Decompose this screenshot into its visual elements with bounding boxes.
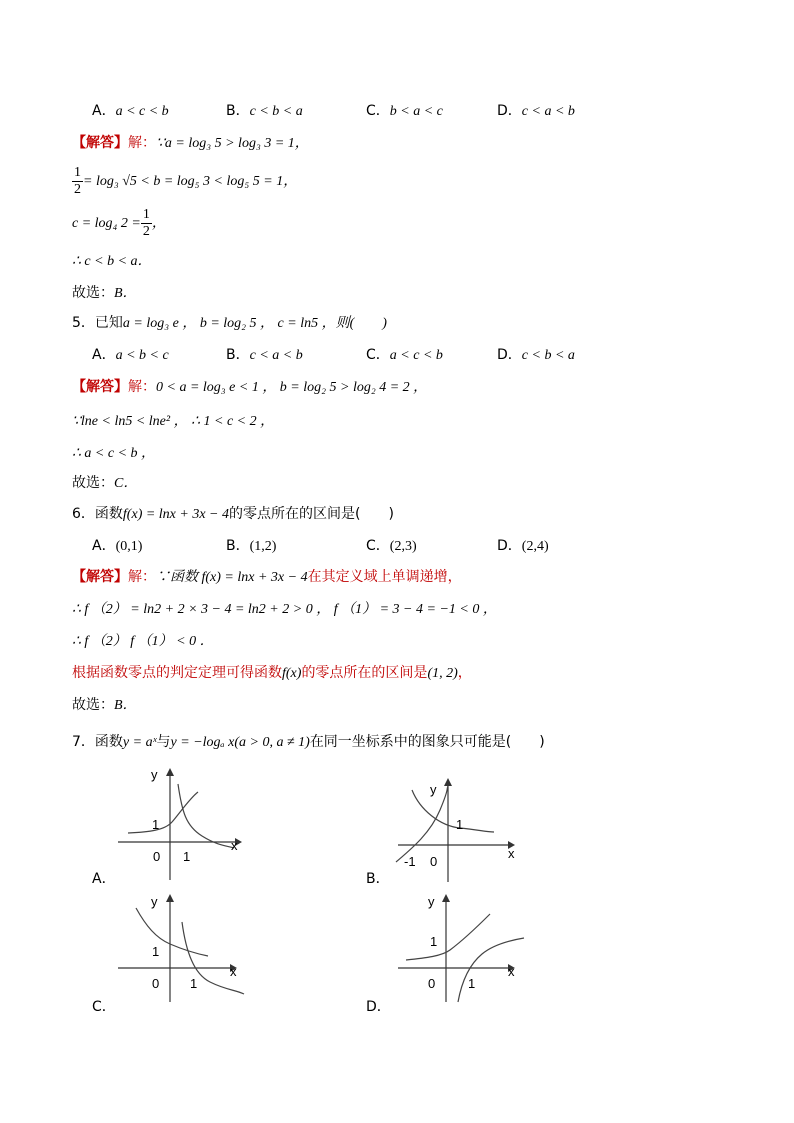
label-x: x — [230, 964, 237, 979]
q7-option-b-label: B． — [366, 871, 390, 887]
y-axis-arrow — [166, 768, 174, 776]
log-curve — [178, 784, 234, 848]
q4-answer-line-3: c = log₄ 2 = $\frac{1}{2}$ ， — [72, 206, 166, 239]
log-curve — [396, 786, 448, 862]
q6-stem: 6．函数f(x) = lnx + 3x − 4的零点所在的区间是( ) — [72, 506, 394, 522]
label-zero: 0 — [152, 976, 160, 991]
q6-option-d: D．(2,4) — [497, 538, 549, 554]
q6-answer-line-2: ∴ f （2） = ln2 + 2 × 3 − 4 = ln2 + 2 > 0 ， f （1） = 3 − 4 = −1 < 0 ， — [72, 602, 497, 617]
label-y: y — [151, 767, 158, 782]
label-neg-one: -1 — [404, 854, 416, 869]
label-one-x: 1 — [190, 976, 198, 991]
q4-option-d: D．c < a < b — [497, 103, 575, 119]
q7-graph-b — [390, 770, 530, 890]
q6-answer-line-3: ∴ f （2） f （1） < 0 ． — [72, 634, 214, 649]
label-one-x: 1 — [468, 976, 476, 991]
q5-option-d: D．c < b < a — [497, 347, 575, 363]
graph-d-svg — [390, 890, 540, 1010]
q5-answer-line-2: ∵lne < ln5 < lne² ， ∴ 1 < c < 2 ， — [72, 414, 275, 429]
exponential-curve — [128, 792, 198, 833]
label-one-y: 1 — [456, 817, 464, 832]
y-axis-arrow — [166, 894, 174, 902]
exponential-curve — [406, 914, 490, 960]
label-one-y: 1 — [430, 934, 438, 949]
exponential-curve — [412, 790, 494, 832]
label-zero: 0 — [153, 849, 161, 864]
q5-option-b: B．c < a < b — [226, 347, 303, 363]
q4-answer-line-1: 【解答】解：∵a = log₃ 5 > log₃ 3 = 1， — [72, 135, 309, 151]
label-y: y — [428, 894, 435, 909]
y-axis-arrow — [442, 894, 450, 902]
y-axis-arrow — [444, 778, 452, 786]
q5-option-c: C．a < c < b — [366, 347, 443, 363]
q4-option-b: B．c < b < a — [226, 103, 303, 119]
q6-answer-line-1: 【解答】解：∵函数 f(x) = lnx + 3x − 4在其定义域上单调递增， — [72, 569, 462, 585]
q6-option-b: B．(1,2) — [226, 538, 277, 554]
q7-stem: 7．函数y = aˣ与y = −logₐ x(a > 0, a ≠ 1)在同一坐标系中的图象只可能是( ) — [72, 734, 545, 750]
label-zero: 0 — [428, 976, 436, 991]
q4-conclusion: 故选：B． — [72, 285, 137, 301]
q4-answer-line-4: ∴ c < b < a． — [72, 254, 152, 269]
exponential-curve — [136, 908, 208, 956]
graph-a-svg — [110, 762, 250, 892]
q6-conclusion: 故选：B． — [72, 697, 137, 713]
label-one-y: 1 — [152, 944, 160, 959]
q6-option-c: C．(2,3) — [366, 538, 417, 554]
label-one-x: 1 — [183, 849, 191, 864]
q4-answer-line-2: $\frac{1}{2}$ = log₃ √5 < b = log₅ 3 < log₅ 5 = 1， — [74, 164, 298, 197]
label-one-y: 1 — [152, 817, 160, 832]
q6-option-a: A．(0,1) — [92, 538, 143, 554]
q5-stem: 5．已知a = log₃ e ， b = log₂ 5 ， c = ln5 ，则( ) — [72, 315, 387, 331]
q4-option-a: A．a < c < b — [92, 103, 169, 119]
q7-option-d-label: D． — [366, 999, 391, 1015]
label-y: y — [151, 894, 158, 909]
q4-option-c: C．b < a < c — [366, 103, 443, 119]
label-x: x — [231, 838, 238, 853]
q5-option-a: A．a < b < c — [92, 347, 169, 363]
q7-graph-c — [110, 890, 250, 1010]
q6-answer-line-4: 根据函数零点的判定定理可得函数f(x)的零点所在的区间是(1, 2)， — [72, 665, 472, 681]
graph-c-svg — [110, 890, 250, 1010]
q5-answer-line-3: ∴ a < c < b ， — [72, 446, 156, 461]
label-x: x — [508, 846, 515, 861]
q5-answer-line-1: 【解答】解：0 < a = log₃ e < 1 ， b = log₂ 5 > log₂ 4 = 2 ， — [72, 379, 428, 395]
q7-option-c-label: C． — [92, 999, 116, 1015]
q7-option-a-label: A． — [92, 871, 116, 887]
label-x: x — [508, 964, 515, 979]
q7-graph-a — [110, 762, 250, 892]
q7-graph-d — [390, 890, 540, 1010]
q5-conclusion: 故选：C． — [72, 475, 138, 491]
label-y: y — [430, 782, 437, 797]
label-zero: 0 — [430, 854, 438, 869]
